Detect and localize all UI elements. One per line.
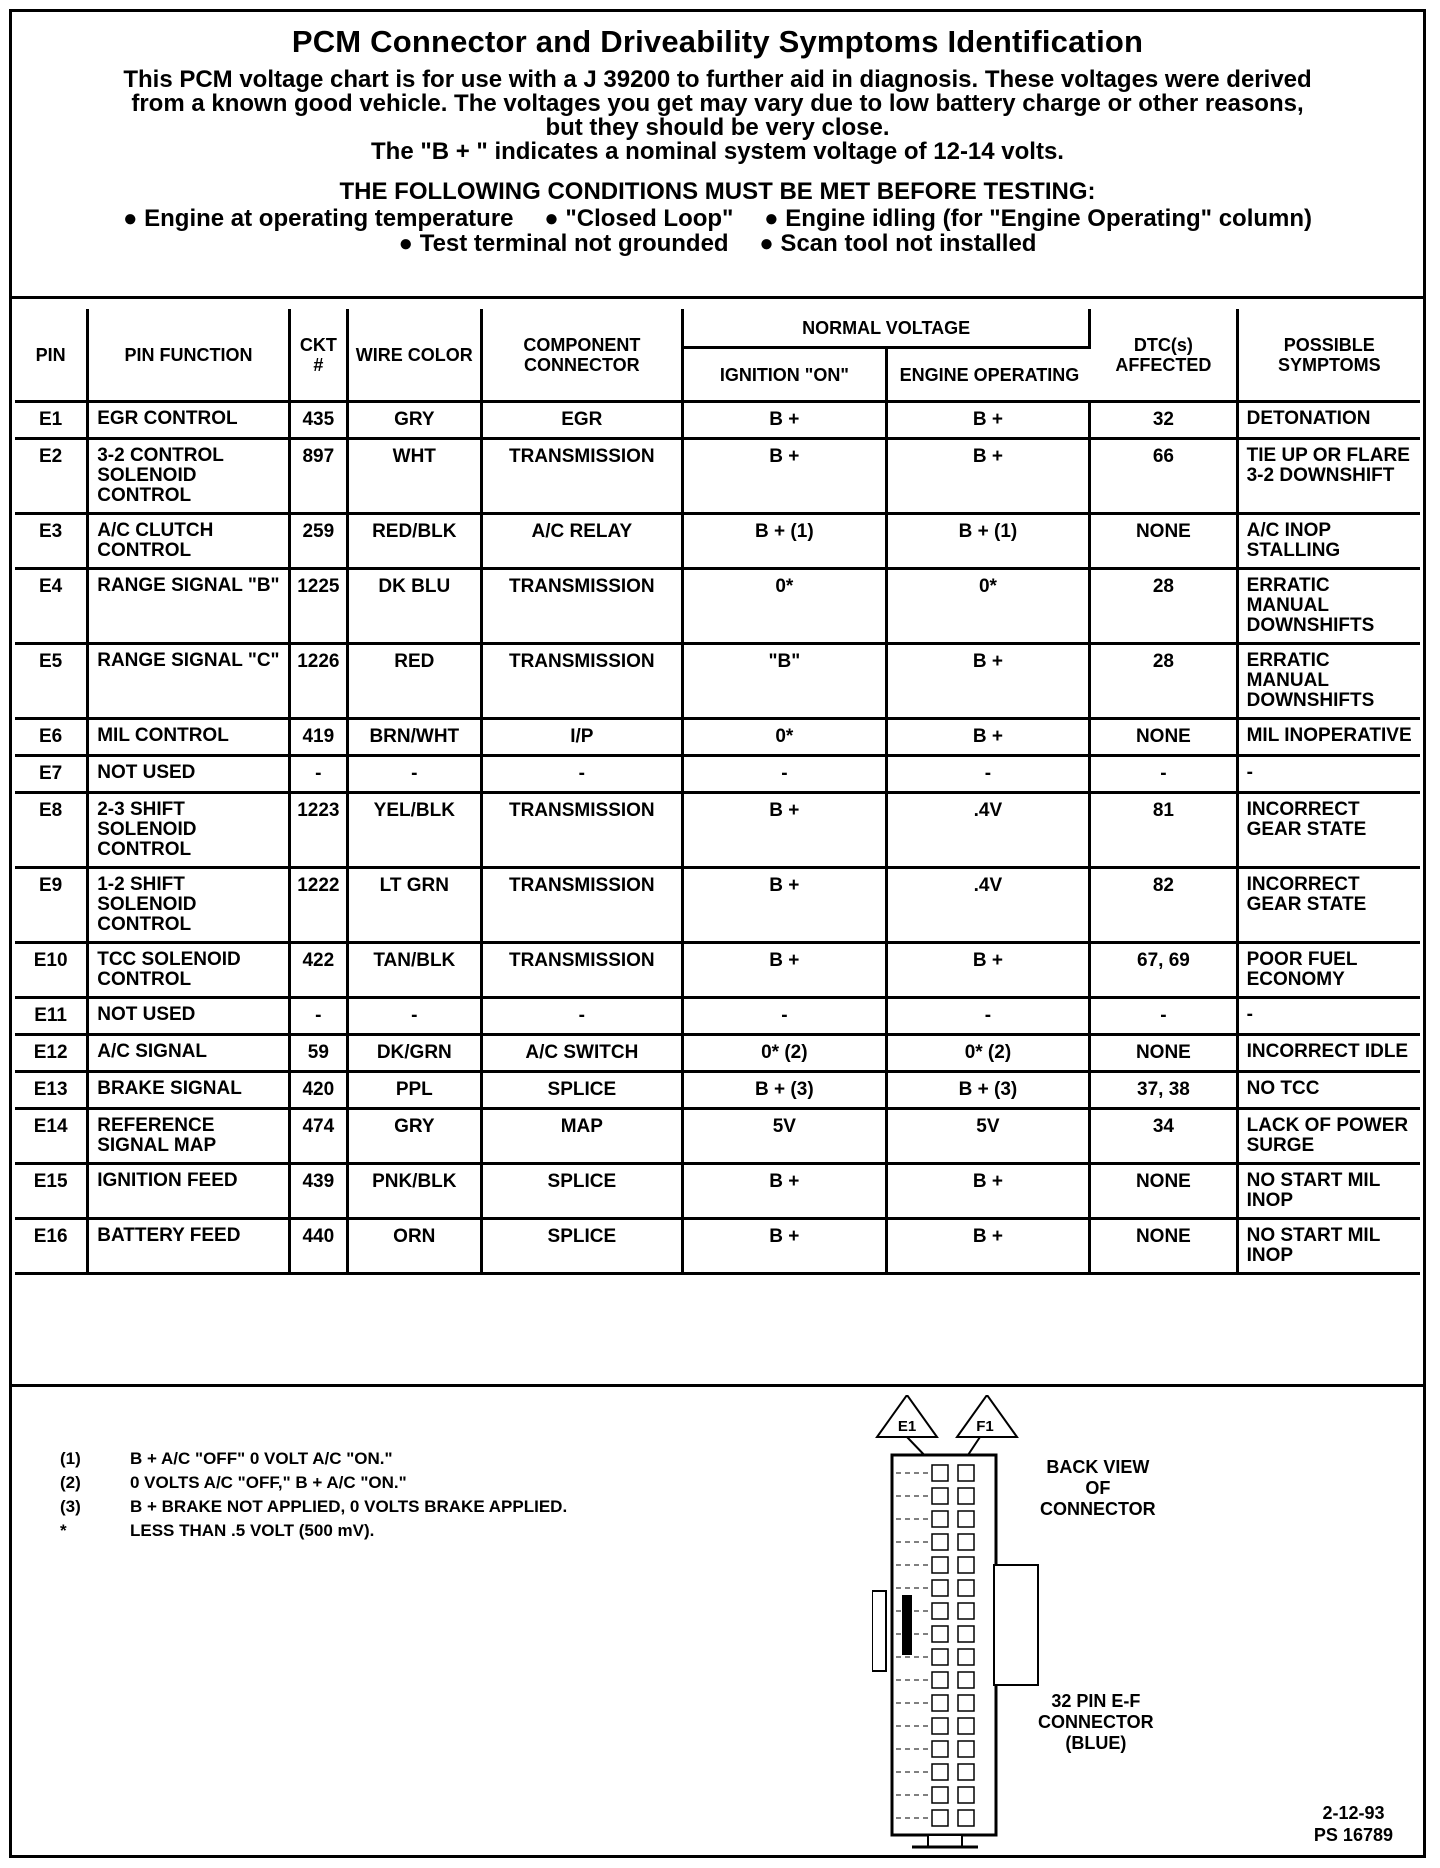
footnote-text: 0 VOLTS A/C "OFF," B + A/C "ON."	[130, 1473, 407, 1492]
cell-dtc: NONE	[1091, 720, 1238, 757]
connector-type-line: CONNECTOR	[1038, 1712, 1154, 1732]
condition-item: ● Engine at operating temperature	[122, 205, 514, 232]
cell-symptoms: MIL INOPERATIVE	[1239, 720, 1420, 757]
cell-wire-color: YEL/BLK	[349, 794, 483, 869]
cell-symptoms: INCORRECT GEAR STATE	[1239, 869, 1420, 944]
connector-pin	[932, 1764, 948, 1780]
cell-ignition-on: 0*	[684, 570, 888, 645]
cell-ignition-on: B +	[684, 869, 888, 944]
cell-symptoms: A/C INOP STALLING	[1239, 515, 1420, 570]
cell-pin-function: RANGE SIGNAL "B"	[89, 570, 290, 645]
cell-pin: E16	[15, 1220, 89, 1275]
intro-line: The "B + " indicates a nominal system voltage of 12-14 volts.	[371, 138, 1064, 165]
cell-ignition-on: B + (1)	[684, 515, 888, 570]
cell-component: TRANSMISSION	[483, 944, 684, 999]
intro-line: from a known good vehicle. The voltages you get may vary due to low battery charge or other reasons,	[131, 90, 1304, 117]
reference-date: 2-12-93	[1322, 1803, 1385, 1823]
table-row	[15, 1036, 1420, 1073]
cell-wire-color: WHT	[349, 440, 483, 515]
cell-dtc: NONE	[1091, 1036, 1238, 1073]
cell-dtc: 66	[1091, 440, 1238, 515]
cell-wire-color: TAN/BLK	[349, 944, 483, 999]
footnote	[60, 1471, 567, 1495]
back-view-line: CONNECTOR	[1040, 1499, 1156, 1519]
cell-symptoms: LACK OF POWER SURGE	[1239, 1110, 1420, 1165]
cell-pin: E2	[15, 440, 89, 515]
cell-ignition-on: B +	[684, 794, 888, 869]
connector-key	[902, 1595, 912, 1655]
cell-pin-function: BRAKE SIGNAL	[89, 1073, 290, 1110]
connector-pin	[932, 1695, 948, 1711]
table-row	[15, 1165, 1420, 1220]
cell-ckt: 1223	[291, 794, 349, 869]
cell-component: SPLICE	[483, 1073, 684, 1110]
cell-dtc: 28	[1091, 570, 1238, 645]
cell-ckt: -	[291, 999, 349, 1036]
cell-symptoms: ERRATIC MANUAL DOWNSHIFTS	[1239, 645, 1420, 720]
footnote-text: B + A/C "OFF" 0 VOLT A/C "ON."	[130, 1449, 393, 1468]
table-row	[15, 999, 1420, 1036]
cell-dtc: 28	[1091, 645, 1238, 720]
cell-pin-function: A/C CLUTCH CONTROL	[89, 515, 290, 570]
reference-code: PS 16789	[1313, 1825, 1393, 1845]
cell-component: EGR	[483, 403, 684, 440]
connector-pin	[932, 1465, 948, 1481]
cell-dtc: 81	[1091, 794, 1238, 869]
cell-ignition-on: 5V	[684, 1110, 888, 1165]
table-row	[15, 570, 1420, 645]
pin-table	[15, 309, 1420, 1275]
connector-clip	[872, 1591, 886, 1671]
cell-pin-function: NOT USED	[89, 999, 290, 1036]
col-header-ignition-on: IGNITION "ON"	[684, 349, 888, 403]
connector-pin	[958, 1488, 974, 1504]
cell-wire-color: DK BLU	[349, 570, 483, 645]
connector-type-label	[1038, 1691, 1154, 1754]
connector-pin	[958, 1649, 974, 1665]
footer-section	[12, 1384, 1423, 1858]
connector-pin	[932, 1557, 948, 1573]
cell-wire-color: RED	[349, 645, 483, 720]
intro-line: This PCM voltage chart is for use with a J 39200 to further aid in diagnosis. These voltages were derived	[123, 66, 1312, 93]
connector-pin	[958, 1534, 974, 1550]
intro-line: but they should be very close.	[545, 114, 890, 141]
cell-pin: E4	[15, 570, 89, 645]
cell-engine-operating: B +	[888, 403, 1092, 440]
cell-pin-function: EGR CONTROL	[89, 403, 290, 440]
cell-pin-function: RANGE SIGNAL "C"	[89, 645, 290, 720]
cell-engine-operating: B +	[888, 1165, 1092, 1220]
cell-symptoms: ERRATIC MANUAL DOWNSHIFTS	[1239, 570, 1420, 645]
connector-pin	[932, 1741, 948, 1757]
cell-pin: E15	[15, 1165, 89, 1220]
condition-item: ● Scan tool not installed	[759, 230, 1037, 257]
cell-engine-operating: B + (1)	[888, 515, 1092, 570]
cell-component: A/C SWITCH	[483, 1036, 684, 1073]
cell-pin: E6	[15, 720, 89, 757]
cell-wire-color: DK/GRN	[349, 1036, 483, 1073]
cell-ckt: 422	[291, 944, 349, 999]
col-header-normal-voltage: NORMAL VOLTAGE	[684, 309, 1091, 349]
connector-pin	[958, 1764, 974, 1780]
footnote-key: (2)	[60, 1473, 81, 1492]
connector-pin	[958, 1810, 974, 1826]
connector-pin	[932, 1511, 948, 1527]
cell-ckt: 1226	[291, 645, 349, 720]
back-view-label	[1040, 1457, 1156, 1520]
cell-pin-function: IGNITION FEED	[89, 1165, 290, 1220]
col-header-wire-color: WIRE COLOR	[349, 309, 483, 403]
connector-pin	[958, 1511, 974, 1527]
connector-pin	[958, 1626, 974, 1642]
table-row	[15, 1110, 1420, 1165]
footnote	[60, 1519, 567, 1543]
cell-pin-function: TCC SOLENOID CONTROL	[89, 944, 290, 999]
cell-wire-color: BRN/WHT	[349, 720, 483, 757]
f1-marker-label: F1	[976, 1418, 994, 1435]
cell-engine-operating: B +	[888, 720, 1092, 757]
cell-dtc: NONE	[1091, 515, 1238, 570]
back-view-line: BACK VIEW	[1046, 1457, 1150, 1477]
table-row	[15, 1073, 1420, 1110]
cell-wire-color: GRY	[349, 403, 483, 440]
cell-symptoms: DETONATION	[1239, 403, 1420, 440]
connector-pin	[932, 1580, 948, 1596]
connector-pin	[958, 1603, 974, 1619]
cell-symptoms: POOR FUEL ECONOMY	[1239, 944, 1420, 999]
cell-ignition-on: B + (3)	[684, 1073, 888, 1110]
page-title: PCM Connector and Driveability Symptoms Identification	[291, 24, 1144, 59]
cell-component: TRANSMISSION	[483, 645, 684, 720]
table-row	[15, 645, 1420, 720]
table-row	[15, 515, 1420, 570]
cell-engine-operating: B +	[888, 1220, 1092, 1275]
cell-ckt: 435	[291, 403, 349, 440]
cell-pin: E13	[15, 1073, 89, 1110]
condition-item: ● Test terminal not grounded	[398, 230, 729, 257]
cell-component: I/P	[483, 720, 684, 757]
connector-pin	[932, 1603, 948, 1619]
conditions-line	[12, 231, 1423, 256]
connector-pin	[958, 1672, 974, 1688]
col-header-pin: PIN	[15, 309, 89, 403]
cell-dtc: -	[1091, 757, 1238, 794]
cell-pin-function: BATTERY FEED	[89, 1220, 290, 1275]
cell-ckt: 419	[291, 720, 349, 757]
cell-component: TRANSMISSION	[483, 794, 684, 869]
cell-pin-function: 1-2 SHIFT SOLENOID CONTROL	[89, 869, 290, 944]
col-header-dtc: DTC(s) AFFECTED	[1091, 309, 1238, 403]
cell-pin: E14	[15, 1110, 89, 1165]
cell-pin-function: 2-3 SHIFT SOLENOID CONTROL	[89, 794, 290, 869]
cell-engine-operating: 0* (2)	[888, 1036, 1092, 1073]
cell-component: TRANSMISSION	[483, 869, 684, 944]
cell-symptoms: INCORRECT IDLE	[1239, 1036, 1420, 1073]
conditions-title: THE FOLLOWING CONDITIONS MUST BE MET BEFORE TESTING:	[339, 178, 1096, 205]
footnote-key: (1)	[60, 1449, 81, 1468]
cell-ckt: 259	[291, 515, 349, 570]
cell-component: -	[483, 757, 684, 794]
condition-item: ● Engine idling (for "Engine Operating" column)	[764, 205, 1313, 232]
cell-engine-operating: -	[888, 757, 1092, 794]
cell-ignition-on: "B"	[684, 645, 888, 720]
footnote-text: B + BRAKE NOT APPLIED, 0 VOLTS BRAKE APPLIED.	[130, 1497, 568, 1516]
cell-wire-color: ORN	[349, 1220, 483, 1275]
footnote-key: *	[60, 1521, 67, 1540]
cell-pin: E9	[15, 869, 89, 944]
cell-component: A/C RELAY	[483, 515, 684, 570]
connector-pin	[958, 1741, 974, 1757]
conditions-line	[12, 206, 1423, 231]
cell-ignition-on: B +	[684, 1165, 888, 1220]
connector-pin	[932, 1810, 948, 1826]
cell-ckt: 1225	[291, 570, 349, 645]
cell-ckt: 440	[291, 1220, 349, 1275]
condition-item: ● "Closed Loop"	[544, 205, 734, 232]
cell-symptoms: TIE UP OR FLARE 3-2 DOWNSHIFT	[1239, 440, 1420, 515]
footnotes	[60, 1447, 567, 1543]
cell-wire-color: PNK/BLK	[349, 1165, 483, 1220]
col-header-engine-operating: ENGINE OPERATING	[888, 349, 1092, 403]
cell-wire-color: -	[349, 999, 483, 1036]
table-row	[15, 403, 1420, 440]
cell-engine-operating: .4V	[888, 869, 1092, 944]
connector-pin	[932, 1488, 948, 1504]
connector-pin	[958, 1465, 974, 1481]
back-view-line: OF	[1085, 1478, 1111, 1498]
cell-wire-color: PPL	[349, 1073, 483, 1110]
cell-engine-operating: B +	[888, 645, 1092, 720]
footnote	[60, 1447, 567, 1471]
col-header-ckt: CKT #	[291, 309, 349, 403]
cell-dtc: NONE	[1091, 1165, 1238, 1220]
cell-pin: E11	[15, 999, 89, 1036]
e1-marker-label: E1	[897, 1418, 917, 1435]
connector-pin	[932, 1626, 948, 1642]
cell-ckt: 474	[291, 1110, 349, 1165]
cell-engine-operating: -	[888, 999, 1092, 1036]
col-header-symptoms: POSSIBLE SYMPTOMS	[1239, 309, 1420, 403]
cell-ignition-on: B +	[684, 403, 888, 440]
cell-ckt: 897	[291, 440, 349, 515]
document-reference	[1314, 1802, 1393, 1846]
connector-tab	[928, 1835, 962, 1847]
intro-text	[62, 68, 1373, 164]
cell-ignition-on: -	[684, 757, 888, 794]
cell-pin: E10	[15, 944, 89, 999]
cell-symptoms: NO TCC	[1239, 1073, 1420, 1110]
cell-dtc: 82	[1091, 869, 1238, 944]
cell-ignition-on: B +	[684, 440, 888, 515]
cell-engine-operating: B +	[888, 944, 1092, 999]
cell-pin-function: 3-2 CONTROL SOLENOID CONTROL	[89, 440, 290, 515]
cell-component: TRANSMISSION	[483, 570, 684, 645]
cell-component: MAP	[483, 1110, 684, 1165]
cell-dtc: NONE	[1091, 1220, 1238, 1275]
footnote	[60, 1495, 567, 1519]
cell-pin: E8	[15, 794, 89, 869]
table-row	[15, 944, 1420, 999]
cell-symptoms: -	[1239, 757, 1420, 794]
cell-component: SPLICE	[483, 1165, 684, 1220]
table-row	[15, 869, 1420, 944]
cell-ignition-on: 0*	[684, 720, 888, 757]
connector-type-line: (BLUE)	[1065, 1733, 1127, 1753]
connector-pin	[932, 1649, 948, 1665]
cell-pin-function: A/C SIGNAL	[89, 1036, 290, 1073]
connector-pin	[958, 1580, 974, 1596]
connector-pin	[958, 1787, 974, 1803]
connector-pin	[958, 1695, 974, 1711]
cell-symptoms: INCORRECT GEAR STATE	[1239, 794, 1420, 869]
cell-pin: E1	[15, 403, 89, 440]
cell-pin-function: REFERENCE SIGNAL MAP	[89, 1110, 290, 1165]
cell-pin: E5	[15, 645, 89, 720]
table-row	[15, 757, 1420, 794]
table-row	[15, 720, 1420, 757]
cell-ignition-on: B +	[684, 944, 888, 999]
cell-dtc: -	[1091, 999, 1238, 1036]
chart-header	[12, 12, 1423, 299]
cell-pin: E7	[15, 757, 89, 794]
cell-component: SPLICE	[483, 1220, 684, 1275]
cell-pin: E3	[15, 515, 89, 570]
cell-ckt: 420	[291, 1073, 349, 1110]
connector-pin	[958, 1718, 974, 1734]
table-row	[15, 794, 1420, 869]
cell-wire-color: GRY	[349, 1110, 483, 1165]
cell-dtc: 67, 69	[1091, 944, 1238, 999]
cell-engine-operating: .4V	[888, 794, 1092, 869]
cell-engine-operating: B +	[888, 440, 1092, 515]
connector-diagram	[872, 1395, 1292, 1855]
cell-ckt: 439	[291, 1165, 349, 1220]
cell-pin-function: MIL CONTROL	[89, 720, 290, 757]
cell-symptoms: NO START MIL INOP	[1239, 1220, 1420, 1275]
cell-wire-color: RED/BLK	[349, 515, 483, 570]
cell-ckt: -	[291, 757, 349, 794]
cell-symptoms: -	[1239, 999, 1420, 1036]
cell-component: -	[483, 999, 684, 1036]
cell-wire-color: LT GRN	[349, 869, 483, 944]
footnote-text: LESS THAN .5 VOLT (500 mV).	[130, 1521, 375, 1540]
cell-ignition-on: B +	[684, 1220, 888, 1275]
col-header-pin-function: PIN FUNCTION	[89, 309, 290, 403]
cell-ignition-on: 0* (2)	[684, 1036, 888, 1073]
connector-pin	[932, 1534, 948, 1550]
cell-engine-operating: 0*	[888, 570, 1092, 645]
pin-table-body	[15, 403, 1420, 1275]
cell-pin-function: NOT USED	[89, 757, 290, 794]
cell-dtc: 34	[1091, 1110, 1238, 1165]
cell-symptoms: NO START MIL INOP	[1239, 1165, 1420, 1220]
connector-type-line: 32 PIN E-F	[1051, 1691, 1141, 1711]
table-row	[15, 1220, 1420, 1275]
connector-pin	[932, 1718, 948, 1734]
cell-pin: E12	[15, 1036, 89, 1073]
cell-dtc: 32	[1091, 403, 1238, 440]
cell-ignition-on: -	[684, 999, 888, 1036]
footnote-key: (3)	[60, 1497, 81, 1516]
cell-wire-color: -	[349, 757, 483, 794]
connector-pin	[958, 1557, 974, 1573]
chart-frame	[9, 9, 1426, 1858]
connector-pin	[932, 1787, 948, 1803]
cell-component: TRANSMISSION	[483, 440, 684, 515]
cell-engine-operating: 5V	[888, 1110, 1092, 1165]
cell-engine-operating: B + (3)	[888, 1073, 1092, 1110]
table-row	[15, 440, 1420, 515]
connector-pin	[932, 1672, 948, 1688]
col-header-component: COMPONENT CONNECTOR	[483, 309, 684, 403]
cell-ckt: 1222	[291, 869, 349, 944]
cell-dtc: 37, 38	[1091, 1073, 1238, 1110]
cell-ckt: 59	[291, 1036, 349, 1073]
connector-latch	[994, 1565, 1038, 1685]
